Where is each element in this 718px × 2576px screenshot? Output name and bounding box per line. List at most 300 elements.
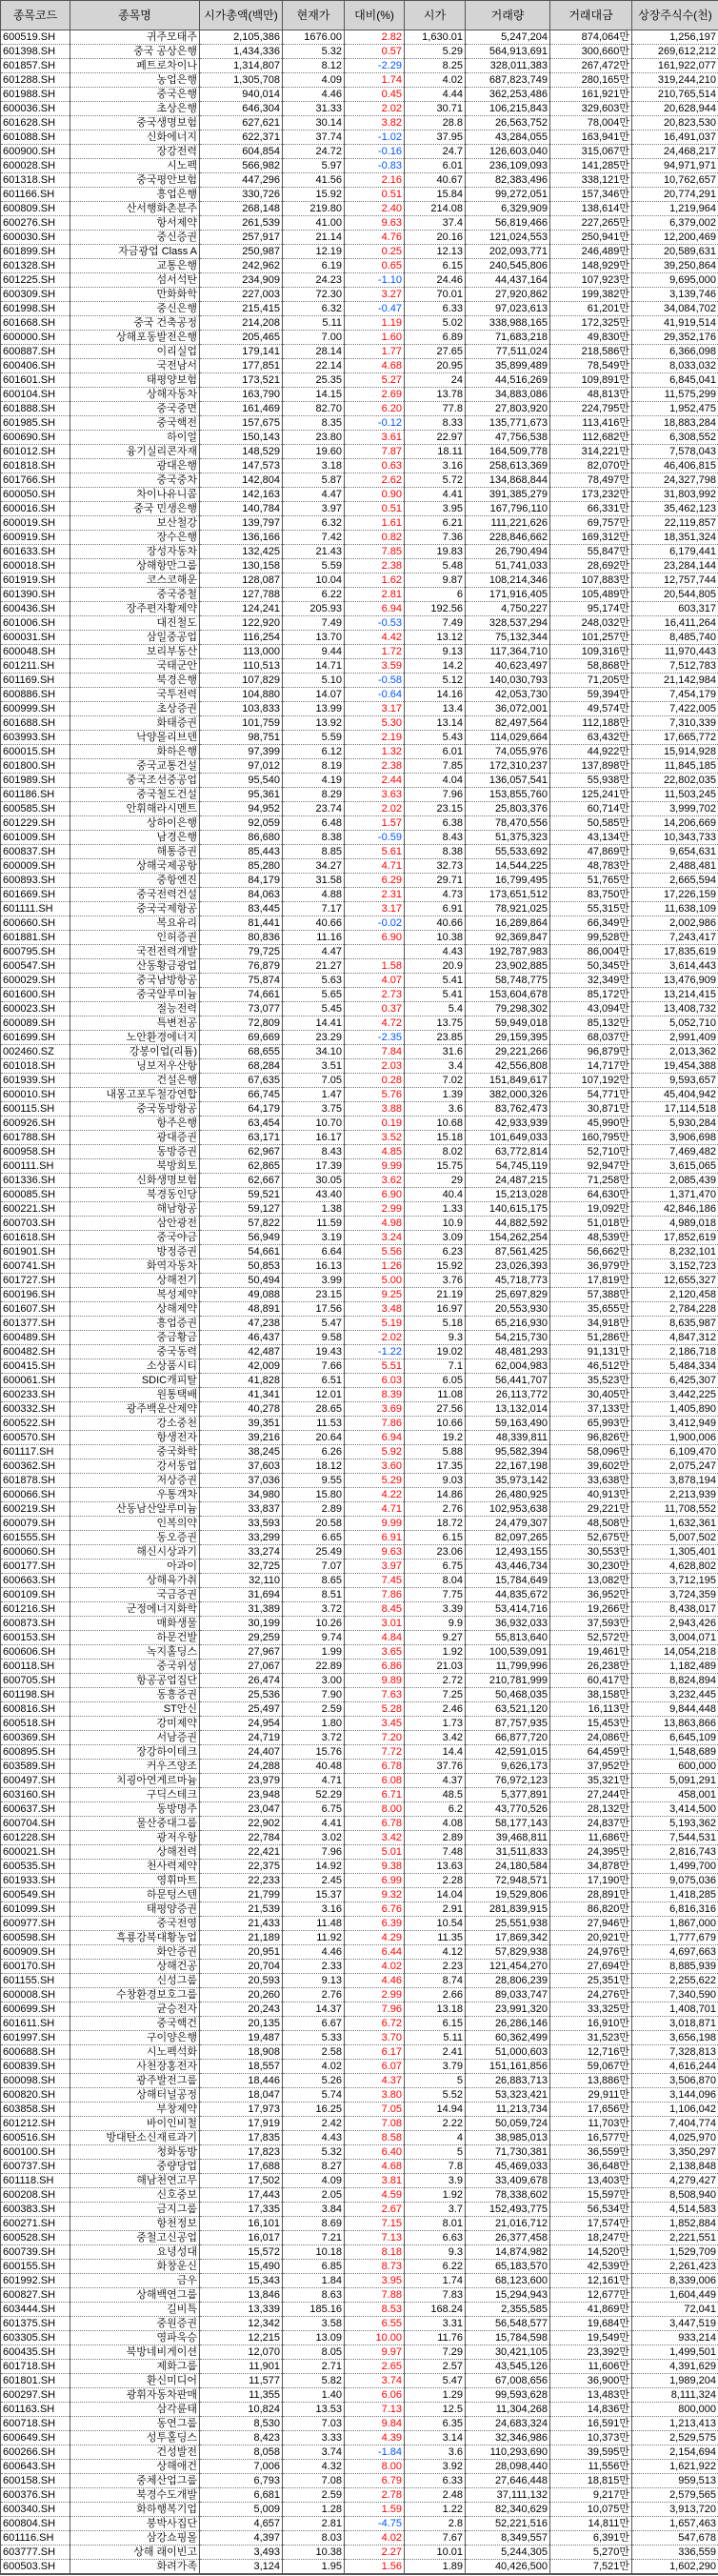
table-row[interactable] [1, 359, 718, 373]
stock-name-cell: 중국중차 [70, 473, 200, 488]
table-row[interactable] [1, 416, 718, 431]
stock-code-cell: 600018.SH [1, 559, 70, 574]
stock-code-cell: 603305.SH [1, 2331, 70, 2345]
current-price-cell: 3.72 [283, 1602, 345, 1617]
header-change-pct[interactable]: 대비(%) [345, 1, 405, 30]
market-cap-cell: 20,243 [200, 2002, 283, 2017]
table-row[interactable] [1, 2217, 718, 2231]
table-row[interactable] [1, 688, 718, 702]
market-cap-cell: 6,793 [200, 2474, 283, 2488]
table-row[interactable] [1, 30, 718, 45]
table-row[interactable] [1, 2360, 718, 2374]
table-row[interactable] [1, 1631, 718, 1645]
table-row[interactable] [1, 974, 718, 988]
table-row[interactable] [1, 2103, 718, 2117]
table-row[interactable] [1, 1159, 718, 1174]
table-row[interactable] [1, 1059, 718, 1074]
stock-name-cell: 특변전공 [70, 1016, 200, 1031]
change-pct-cell: 3.27 [345, 288, 405, 302]
table-row[interactable] [1, 2546, 718, 2560]
table-row[interactable] [1, 1374, 718, 1388]
market-cap-cell: 163,790 [200, 388, 283, 402]
stock-name-cell: 삼강쇼핑몰 [70, 2531, 200, 2546]
table-row[interactable] [1, 2231, 718, 2245]
table-row[interactable] [1, 1031, 718, 1045]
table-row[interactable] [1, 731, 718, 745]
table-row[interactable] [1, 1788, 718, 1802]
open-price-cell: 9.3 [405, 1331, 466, 1345]
open-price-cell: 8.43 [405, 831, 466, 845]
stock-code-cell: 601390.SH [1, 588, 70, 602]
table-row[interactable] [1, 202, 718, 216]
header-trade-value[interactable]: 거래대금 [550, 1, 632, 30]
table-row[interactable] [1, 1945, 718, 1960]
table-row[interactable] [1, 73, 718, 88]
listed-shares-cell: 210,765,514 [632, 88, 718, 102]
table-row[interactable] [1, 2074, 718, 2088]
table-row[interactable] [1, 2131, 718, 2145]
table-row[interactable] [1, 2345, 718, 2360]
stock-code-cell: 601336.SH [1, 1174, 70, 1188]
table-row[interactable] [1, 616, 718, 631]
listed-shares-cell: 16,411,264 [632, 616, 718, 631]
table-row[interactable] [1, 102, 718, 116]
open-price-cell: 13.75 [405, 1016, 466, 1031]
volume-cell: 153,604,678 [466, 988, 550, 1002]
volume-cell: 95,582,394 [466, 1445, 550, 1459]
table-row[interactable] [1, 1960, 718, 1974]
trade-value-cell: 52,572만 [550, 1631, 632, 1645]
listed-shares-cell: 15,914,928 [632, 745, 718, 759]
table-row[interactable] [1, 1345, 718, 1359]
table-row[interactable] [1, 2503, 718, 2517]
table-row[interactable] [1, 1302, 718, 1317]
table-row[interactable] [1, 1602, 718, 1617]
volume-cell: 172,310,237 [466, 759, 550, 774]
table-row[interactable] [1, 2174, 718, 2188]
table-row[interactable] [1, 1231, 718, 1245]
table-row[interactable] [1, 602, 718, 616]
table-row[interactable] [1, 1531, 718, 1545]
table-row[interactable] [1, 631, 718, 645]
table-row[interactable] [1, 1217, 718, 1231]
table-row[interactable] [1, 2260, 718, 2274]
table-row[interactable] [1, 1131, 718, 1145]
change-pct-cell: 4.22 [345, 1488, 405, 1502]
table-row[interactable] [1, 216, 718, 231]
stock-name-cell: 항서제약 [70, 216, 200, 231]
table-row[interactable] [1, 2374, 718, 2388]
table-row[interactable] [1, 1860, 718, 1874]
trade-value-cell: 24,976만 [550, 1945, 632, 1960]
open-price-cell: 9.9 [405, 1617, 466, 1631]
table-row[interactable] [1, 2403, 718, 2417]
table-row[interactable] [1, 2531, 718, 2546]
trade-value-cell: 19,684만 [550, 2317, 632, 2331]
table-row[interactable] [1, 145, 718, 159]
table-row[interactable] [1, 2331, 718, 2345]
volume-cell: 5,247,204 [466, 30, 550, 45]
volume-cell: 134,868,844 [466, 473, 550, 488]
table-row[interactable] [1, 545, 718, 559]
table-row[interactable] [1, 1845, 718, 1860]
table-row[interactable] [1, 45, 718, 59]
stock-name-cell: 동흥증권 [70, 1688, 200, 1702]
stock-code-cell: 600266.SH [1, 2445, 70, 2460]
table-row[interactable] [1, 516, 718, 531]
trade-value-cell: 46,512만 [550, 1359, 632, 1374]
stock-code-cell: 600909.SH [1, 1945, 70, 1960]
table-row[interactable] [1, 531, 718, 545]
table-row[interactable] [1, 2060, 718, 2074]
table-row[interactable] [1, 874, 718, 888]
table-row[interactable] [1, 402, 718, 416]
table-row[interactable] [1, 674, 718, 688]
table-row[interactable] [1, 2031, 718, 2045]
open-price-cell: 3.4 [405, 1059, 466, 1074]
header-listed-shares[interactable]: 상장주식수(천) [632, 1, 718, 30]
table-row[interactable] [1, 273, 718, 288]
table-row[interactable] [1, 459, 718, 473]
change-pct-cell: 0.51 [345, 188, 405, 202]
trade-value-cell: 17,574만 [550, 2217, 632, 2231]
header-market-cap[interactable]: 시가총액(백만) [200, 1, 283, 30]
stock-code-cell: 601985.SH [1, 416, 70, 431]
table-row[interactable] [1, 1974, 718, 1988]
table-row[interactable] [1, 59, 718, 73]
table-row[interactable] [1, 1459, 718, 1474]
open-price-cell: 7.1 [405, 1359, 466, 1374]
table-row[interactable] [1, 1188, 718, 1202]
table-row[interactable] [1, 1074, 718, 1088]
listed-shares-cell: 3,004,071 [632, 1631, 718, 1645]
market-cap-cell: 31,389 [200, 1602, 283, 1617]
listed-shares-cell: 18,883,284 [632, 416, 718, 431]
table-row[interactable] [1, 1331, 718, 1345]
table-row[interactable] [1, 1645, 718, 1660]
table-row[interactable] [1, 1588, 718, 1602]
stock-name-cell: 중국핵건 [70, 2017, 200, 2031]
current-price-cell: 5.11 [283, 316, 345, 331]
open-price-cell: 6.38 [405, 816, 466, 831]
listed-shares-cell: 1,657,463 [632, 2517, 718, 2531]
table-row[interactable] [1, 1831, 718, 1845]
table-row[interactable] [1, 1174, 718, 1188]
open-price-cell: 10.9 [405, 1217, 466, 1231]
change-pct-cell: 3.62 [345, 1174, 405, 1188]
stock-name-cell: 중국전영 [70, 1917, 200, 1931]
trade-value-cell: 36,648만 [550, 2160, 632, 2174]
table-body [1, 30, 718, 2575]
table-row[interactable] [1, 1874, 718, 1888]
table-row[interactable] [1, 845, 718, 859]
volume-cell: 111,221,626 [466, 516, 550, 531]
table-row[interactable] [1, 2117, 718, 2131]
table-row[interactable] [1, 2474, 718, 2488]
trade-value-cell: 85,172만 [550, 988, 632, 1002]
table-row[interactable] [1, 2488, 718, 2503]
stock-name-cell: 흑룡강북대황농업 [70, 1931, 200, 1945]
table-row[interactable] [1, 1674, 718, 1688]
volume-cell: 99,593,628 [466, 2388, 550, 2403]
table-row[interactable] [1, 774, 718, 788]
change-pct-cell: 4.02 [345, 1960, 405, 1974]
table-row[interactable] [1, 659, 718, 674]
table-row[interactable] [1, 1417, 718, 1431]
market-cap-cell: 32,110 [200, 1574, 283, 1588]
stock-code-cell: 600383.SH [1, 2203, 70, 2217]
table-row[interactable] [1, 2088, 718, 2103]
table-row[interactable] [1, 1016, 718, 1031]
table-row[interactable] [1, 2303, 718, 2317]
table-row[interactable] [1, 859, 718, 874]
listed-shares-cell: 1,548,689 [632, 1745, 718, 1760]
table-row[interactable] [1, 831, 718, 845]
stock-name-cell: 북경수도개발 [70, 2488, 200, 2503]
table-row[interactable] [1, 559, 718, 574]
table-row[interactable] [1, 1902, 718, 1917]
table-row[interactable] [1, 373, 718, 388]
table-row[interactable] [1, 888, 718, 902]
table-row[interactable] [1, 1717, 718, 1731]
open-price-cell: 2.91 [405, 1902, 466, 1917]
market-cap-cell: 268,148 [200, 202, 283, 216]
table-row[interactable] [1, 1474, 718, 1488]
table-row[interactable] [1, 473, 718, 488]
trade-value-cell: 52,675만 [550, 1531, 632, 1545]
table-row[interactable] [1, 1745, 718, 1760]
table-row[interactable] [1, 931, 718, 945]
header-price[interactable]: 현재가 [283, 1, 345, 30]
table-row[interactable] [1, 1931, 718, 1945]
trade-value-cell: 101,257만 [550, 631, 632, 645]
table-row[interactable] [1, 1202, 718, 1217]
table-row[interactable] [1, 1560, 718, 1574]
table-row[interactable] [1, 1117, 718, 1131]
table-row[interactable] [1, 2417, 718, 2431]
trade-value-cell: 37,133만 [550, 1402, 632, 1417]
open-price-cell: 11.76 [405, 2331, 466, 2345]
table-row[interactable] [1, 2274, 718, 2288]
table-row[interactable] [1, 1617, 718, 1631]
table-row[interactable] [1, 502, 718, 516]
table-row[interactable] [1, 331, 718, 345]
table-row[interactable] [1, 802, 718, 816]
table-row[interactable] [1, 1488, 718, 1502]
table-row[interactable] [1, 1274, 718, 1288]
table-row[interactable] [1, 1760, 718, 1774]
table-row[interactable] [1, 574, 718, 588]
table-row[interactable] [1, 2160, 718, 2174]
table-row[interactable] [1, 1288, 718, 1302]
table-row[interactable] [1, 1688, 718, 1702]
volume-cell: 167,796,110 [466, 502, 550, 516]
volume-cell: 26,883,713 [466, 2074, 550, 2088]
table-row[interactable] [1, 2445, 718, 2460]
table-row[interactable] [1, 2045, 718, 2060]
listed-shares-cell: 1,499,700 [632, 1860, 718, 1874]
trade-value-cell: 48,508만 [550, 1517, 632, 1531]
table-row[interactable] [1, 88, 718, 102]
table-row[interactable] [1, 745, 718, 759]
trade-value-cell: 148,929만 [550, 259, 632, 273]
market-cap-cell: 47,238 [200, 1317, 283, 1331]
table-row[interactable] [1, 159, 718, 173]
stock-code-cell: 600873.SH [1, 1617, 70, 1631]
table-row[interactable] [1, 431, 718, 445]
table-row[interactable] [1, 1445, 718, 1459]
table-row[interactable] [1, 1402, 718, 1417]
market-cap-cell: 62,967 [200, 1145, 283, 1159]
table-row[interactable] [1, 2002, 718, 2017]
listed-shares-cell: 3,506,870 [632, 2074, 718, 2088]
table-row[interactable] [1, 716, 718, 731]
table-row[interactable] [1, 1245, 718, 1259]
header-code[interactable]: 종목코드 [1, 1, 70, 30]
table-row[interactable] [1, 588, 718, 602]
table-row[interactable] [1, 259, 718, 273]
stock-code-cell: 600000.SH [1, 331, 70, 345]
listed-shares-cell: 3,614,443 [632, 959, 718, 974]
table-row[interactable] [1, 388, 718, 402]
table-row[interactable] [1, 1259, 718, 1274]
table-row[interactable] [1, 302, 718, 316]
table-row[interactable] [1, 2188, 718, 2203]
table-row[interactable] [1, 2431, 718, 2445]
table-row[interactable] [1, 1988, 718, 2002]
change-pct-cell: 6.99 [345, 1874, 405, 1888]
stock-name-cell: 이리실업 [70, 345, 200, 359]
table-row[interactable] [1, 1145, 718, 1159]
table-row[interactable] [1, 2145, 718, 2160]
listed-shares-cell: 1,852,884 [632, 2217, 718, 2231]
table-row[interactable] [1, 445, 718, 459]
table-row[interactable] [1, 916, 718, 931]
table-row[interactable] [1, 1002, 718, 1016]
header-open[interactable]: 시가 [405, 1, 466, 30]
open-price-cell: 5.4 [405, 1002, 466, 1016]
table-row[interactable] [1, 2245, 718, 2260]
stock-name-cell: 천사력제약 [70, 1860, 200, 1874]
stock-name-cell: 섬서석탄 [70, 273, 200, 288]
change-pct-cell: 1.56 [345, 2560, 405, 2575]
open-price-cell: 14.4 [405, 1745, 466, 1760]
stock-code-cell: 601328.SH [1, 259, 70, 273]
market-cap-cell: 48,891 [200, 1302, 283, 1317]
table-row[interactable] [1, 245, 718, 259]
table-row[interactable] [1, 988, 718, 1002]
stock-name-cell: 중국동력 [70, 1345, 200, 1359]
table-row[interactable] [1, 1359, 718, 1374]
table-row[interactable] [1, 702, 718, 716]
change-pct-cell: 5.01 [345, 1845, 405, 1860]
trade-value-cell: 57,388만 [550, 1288, 632, 1302]
table-row[interactable] [1, 959, 718, 974]
table-row[interactable] [1, 1088, 718, 1102]
listed-shares-cell: 3,878,194 [632, 1474, 718, 1488]
current-price-cell: 16.13 [283, 1259, 345, 1274]
listed-shares-cell: 4,025,970 [632, 2131, 718, 2145]
table-row[interactable] [1, 288, 718, 302]
table-row[interactable] [1, 231, 718, 245]
table-row[interactable] [1, 902, 718, 916]
table-row[interactable] [1, 116, 718, 131]
volume-cell: 25,551,938 [466, 1917, 550, 1931]
table-row[interactable] [1, 1102, 718, 1117]
table-row[interactable] [1, 2517, 718, 2531]
table-row[interactable] [1, 1917, 718, 1931]
table-row[interactable] [1, 188, 718, 202]
table-row[interactable] [1, 945, 718, 959]
stock-name-cell: 중원증권 [70, 2317, 200, 2331]
open-price-cell: 3.79 [405, 2060, 466, 2074]
table-row[interactable] [1, 1731, 718, 1745]
table-row[interactable] [1, 788, 718, 802]
volume-cell: 43,770,526 [466, 1802, 550, 1817]
stock-code-cell: 603993.SH [1, 731, 70, 745]
header-volume[interactable]: 거래량 [466, 1, 550, 30]
open-price-cell: 12.5 [405, 2403, 466, 2417]
table-row[interactable] [1, 645, 718, 659]
table-row[interactable] [1, 2017, 718, 2031]
table-row[interactable] [1, 2560, 718, 2575]
table-row[interactable] [1, 1817, 718, 1831]
table-row[interactable] [1, 1517, 718, 1531]
table-row[interactable] [1, 1888, 718, 1902]
table-row[interactable] [1, 759, 718, 774]
table-row[interactable] [1, 1388, 718, 1402]
change-pct-cell: 4.02 [345, 2531, 405, 2546]
open-price-cell: 4 [405, 2131, 466, 2145]
table-row[interactable] [1, 2388, 718, 2403]
table-row[interactable] [1, 1431, 718, 1445]
market-cap-cell: 12,215 [200, 2331, 283, 2345]
table-row[interactable] [1, 2203, 718, 2217]
open-price-cell: 4.43 [405, 945, 466, 959]
volume-cell: 58,748,775 [466, 974, 550, 988]
table-row[interactable] [1, 345, 718, 359]
table-row[interactable] [1, 2460, 718, 2474]
table-row[interactable] [1, 1502, 718, 1517]
table-row[interactable] [1, 2317, 718, 2331]
table-row[interactable] [1, 173, 718, 188]
table-row[interactable] [1, 1802, 718, 1817]
stock-code-cell: 600158.SH [1, 2474, 70, 2488]
table-row[interactable] [1, 2288, 718, 2303]
trade-value-cell: 338,121만 [550, 173, 632, 188]
table-row[interactable] [1, 816, 718, 831]
table-row[interactable] [1, 1045, 718, 1059]
current-price-cell: 23.29 [283, 1031, 345, 1045]
table-row[interactable] [1, 1574, 718, 1588]
market-cap-cell: 18,047 [200, 2088, 283, 2103]
table-row[interactable] [1, 1545, 718, 1560]
header-name[interactable]: 종목명 [70, 1, 200, 30]
trade-value-cell: 85,132만 [550, 1016, 632, 1031]
market-cap-cell: 646,304 [200, 102, 283, 116]
table-row[interactable] [1, 316, 718, 331]
table-row[interactable] [1, 1774, 718, 1788]
table-row[interactable] [1, 131, 718, 145]
stock-code-cell: 601633.SH [1, 545, 70, 559]
listed-shares-cell: 3,414,500 [632, 1802, 718, 1817]
table-row[interactable] [1, 1660, 718, 1674]
market-cap-cell: 66,745 [200, 1088, 283, 1102]
table-row[interactable] [1, 1317, 718, 1331]
table-row[interactable] [1, 1702, 718, 1717]
market-cap-cell: 21,189 [200, 1931, 283, 1945]
table-row[interactable] [1, 488, 718, 502]
